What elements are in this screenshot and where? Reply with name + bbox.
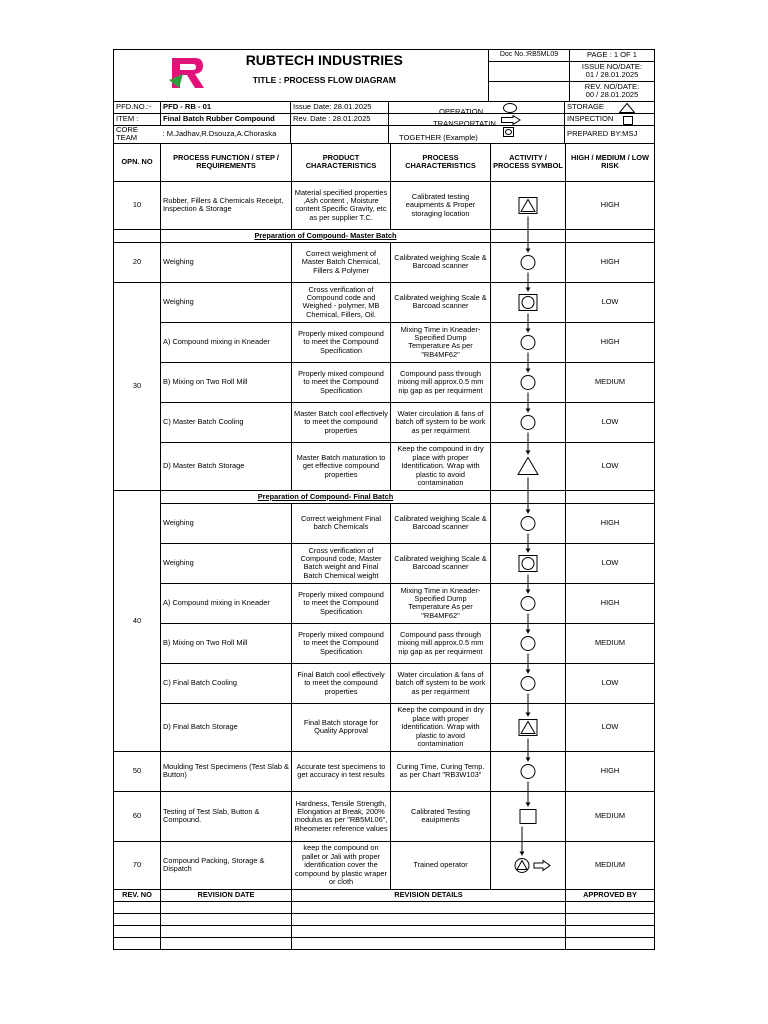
process-function: Rubber, Fillers & Chemicals Receipt, Inspection & Storage (161, 181, 292, 229)
core-team-value: : M.Jadhav,R.Dsouza,A.Choraska (161, 126, 291, 144)
legend-transport: TRANSPORTATIN (389, 114, 565, 126)
process-function: Compound Packing, Storage & Dispatch (161, 841, 292, 889)
process-characteristics: Calibrated weighing Scale & Barcoad scanner (391, 543, 491, 583)
process-characteristics: Curing Time, Curing Temp. as per Chart "RB3W103" (391, 751, 491, 791)
activity-symbol-cell (491, 663, 566, 703)
process-characteristics: Compound pass through mixing mill approx.0.5 mm nip gap as per requirment (391, 362, 491, 402)
flow-table (113, 143, 655, 890)
issue-value: 01 / 28.01.2025 (585, 70, 639, 79)
process-characteristics: Compound pass through mixing mill approx.0.5 mm nip gap as per requirment (391, 623, 491, 663)
logo-cell (114, 50, 161, 102)
process-step-row (114, 282, 655, 322)
legend-inspection: INSPECTION (565, 114, 655, 126)
operation-number: 70 (114, 841, 161, 889)
product-characteristics: Properly mixed compound to meet the Compound Specification (292, 583, 391, 623)
activity-symbol-cell (491, 791, 566, 841)
risk-level: HIGH (566, 242, 655, 282)
col-process: PROCESS CHARACTERISTICS (391, 143, 491, 181)
rev-value: 00 / 28.01.2025 (585, 90, 639, 100)
product-characteristics: Cross verification of Compound code and Weighed - polymer, MB Chemical, Fillers, Oil. (292, 282, 391, 322)
revision-row (114, 901, 655, 913)
company-cell (161, 50, 489, 102)
product-characteristics: Cross verification of Compound code, Master Batch weight and Final Batch Chemical weight (292, 543, 391, 583)
inspection-square-icon (623, 116, 633, 125)
process-function: A) Compound mixing in Kneader (161, 322, 292, 362)
process-characteristics: Calibrated testing eauipments & Proper storaging location (391, 181, 491, 229)
process-step-row (114, 751, 655, 791)
transport-arrow-icon (501, 115, 521, 125)
operation-circle-icon (503, 103, 517, 113)
pfd-label: PFD.NO.:- (114, 102, 161, 114)
product-characteristics: Properly mixed compound to meet the Compound Specification (292, 362, 391, 402)
process-function: D) Master Batch Storage (161, 442, 292, 490)
rev-info (570, 81, 655, 101)
legend-together: TOGETHER (Example) (389, 126, 565, 144)
risk-level: HIGH (566, 322, 655, 362)
process-characteristics: Water circulation & fans of batch off system to be work as per requirment (391, 663, 491, 703)
activity-symbol-cell (491, 282, 566, 322)
activity-symbol-cell (491, 841, 566, 889)
process-step-row (114, 402, 655, 442)
info-table (113, 101, 655, 144)
risk-level: LOW (566, 282, 655, 322)
process-characteristics: Mixing Time in Kneader- Specified Dump Temperature As per "RB4MF62" (391, 583, 491, 623)
product-characteristics: Properly mixed compound to meet the Compound Specification (292, 623, 391, 663)
process-characteristics: Keep the compound in dry place with proper Identification. Wrap with plastic to avoid contamination (391, 442, 491, 490)
risk-level: LOW (566, 442, 655, 490)
risk-level: HIGH (566, 181, 655, 229)
process-function: C) Master Batch Cooling (161, 402, 292, 442)
operation-number: 20 (114, 242, 161, 282)
process-function: B) Mixing on Two Roll Mill (161, 362, 292, 402)
product-characteristics: Master Batch cool effectively to meet the compound properties (292, 402, 391, 442)
legend-storage: STORAGE (565, 102, 655, 114)
process-step-row (114, 841, 655, 889)
process-function: Testing of Test Slab, Button & Compound. (161, 791, 292, 841)
process-step-row (114, 181, 655, 229)
doc-info-cell (489, 50, 655, 102)
process-step-row (114, 503, 655, 543)
header-table (113, 49, 655, 102)
process-characteristics: Calibrated weighing Scale & Barcoad scanner (391, 242, 491, 282)
together-icon (503, 127, 514, 137)
process-step-row (114, 543, 655, 583)
risk-level: MEDIUM (566, 362, 655, 402)
process-step-row (114, 583, 655, 623)
revision-row (114, 925, 655, 937)
risk-level: LOW (566, 543, 655, 583)
prepared-by: PREPARED BY:MSJ (565, 126, 655, 144)
process-function: Weighing (161, 282, 292, 322)
rev-date: Rev. Date : 28.01.2025 (291, 114, 389, 126)
activity-symbol-cell (491, 402, 566, 442)
process-characteristics: Calibrated weighing Scale & Barcoad scanner (391, 503, 491, 543)
product-characteristics: Hardness, Tensile Strength, Elongation at Break, 200% modulus as per "RB5ML06", Rheometer reference values (292, 791, 391, 841)
process-characteristics: Calibrated Testing eauipments (391, 791, 491, 841)
col-activity: ACTIVITY / PROCESS SYMBOL (491, 143, 566, 181)
issue-label: ISSUE NO/DATE: (581, 61, 643, 71)
rev-details-header: REVISION DETAILS (292, 889, 566, 901)
document-title: TITLE : PROCESS FLOW DIAGRAM (252, 75, 396, 86)
activity-symbol-cell (491, 322, 566, 362)
doc-number: Doc No.:RB5ML09 (489, 50, 570, 61)
process-characteristics: Trained operator (391, 841, 491, 889)
operation-number: 50 (114, 751, 161, 791)
product-characteristics: Correct weighment of Master Batch Chemical, Fillers & Polymer (292, 242, 391, 282)
product-characteristics: keep the compound on pallet or Jali with proper identification cover the compound by plastic wraper or cloth (292, 841, 391, 889)
section-title: Preparation of Compound- Final Batch (161, 490, 491, 503)
process-characteristics: Water circulation & fans of batch off system to be work as per requirment (391, 402, 491, 442)
rev-no-header: REV. NO (114, 889, 161, 901)
activity-symbol-cell (491, 442, 566, 490)
activity-symbol-cell (491, 703, 566, 751)
revision-row (114, 937, 655, 949)
risk-level: MEDIUM (566, 791, 655, 841)
product-characteristics: Correct weighment Final batch Chemicals (292, 503, 391, 543)
operation-number: 40 (114, 490, 161, 751)
item-label: ITEM : (114, 114, 161, 126)
risk-level: LOW (566, 663, 655, 703)
process-step-row (114, 791, 655, 841)
issue-info (570, 61, 655, 81)
storage-triangle-icon (619, 103, 635, 113)
process-function: Weighing (161, 543, 292, 583)
approved-by-header: APPROVED BY (566, 889, 655, 901)
process-step-row (114, 703, 655, 751)
risk-level: LOW (566, 402, 655, 442)
process-characteristics: Calibrated weighing Scale & Barcoad scanner (391, 282, 491, 322)
process-step-row (114, 322, 655, 362)
pfd-value: PFD - RB - 01 (161, 102, 291, 114)
risk-level: HIGH (566, 583, 655, 623)
operation-number: 10 (114, 181, 161, 229)
activity-symbol-cell (491, 181, 566, 229)
product-characteristics: Material specified properties ,Ash content , Moisture content Specific Gravity, etc as per supplier T.C. (292, 181, 391, 229)
col-product: PRODUCT CHARACTERISTICS (292, 143, 391, 181)
process-function: A) Compound mixing in Kneader (161, 583, 292, 623)
rev-date-header: REVISION DATE (161, 889, 292, 901)
section-header-row (114, 229, 655, 242)
process-step-row (114, 442, 655, 490)
process-step-row (114, 623, 655, 663)
process-step-row (114, 242, 655, 282)
process-characteristics: Mixing Time in Kneader- Specified Dump Temperature As per "RB4MF62" (391, 322, 491, 362)
process-function: Moulding Test Specimens (Test Slab & Button) (161, 751, 292, 791)
company-logo (167, 54, 207, 92)
product-characteristics: Accurate test specimens to get accuracy in test results (292, 751, 391, 791)
product-characteristics: Final Batch storage for Quality Approval (292, 703, 391, 751)
revision-row (114, 913, 655, 925)
core-team-label: CORE TEAM (114, 126, 161, 144)
risk-level: HIGH (566, 751, 655, 791)
section-title: Preparation of Compound- Master Batch (161, 229, 491, 242)
issue-date: Issue Date: 28.01.2025 (291, 102, 389, 114)
operation-number: 30 (114, 282, 161, 490)
process-step-row (114, 362, 655, 402)
operation-number: 60 (114, 791, 161, 841)
risk-level: HIGH (566, 503, 655, 543)
process-characteristics: Keep the compound in dry place with proper Identification. Wrap with plastic to avoid contamination (391, 703, 491, 751)
activity-symbol-cell (491, 242, 566, 282)
activity-symbol-cell (491, 543, 566, 583)
page-number: PAGE : 1 OF 1 (570, 50, 655, 61)
flow-table-wrap (113, 143, 654, 890)
col-risk: HIGH / MEDIUM / LOW RISK (566, 143, 655, 181)
activity-symbol-cell (491, 362, 566, 402)
col-opn-no: OPN. NO (114, 143, 161, 181)
risk-level: MEDIUM (566, 623, 655, 663)
product-characteristics: Final Batch cool effectively to meet the compound properties (292, 663, 391, 703)
item-value: Final Batch Rubber Compound (161, 114, 291, 126)
process-function: C) Final Batch Cooling (161, 663, 292, 703)
process-flow-document (113, 49, 654, 950)
process-function: Weighing (161, 503, 292, 543)
section-header-row (114, 490, 655, 503)
product-characteristics: Properly mixed compound to meet the Compound Specification (292, 322, 391, 362)
process-step-row (114, 663, 655, 703)
col-function: PROCESS FUNCTION / STEP / REQUIREMENTS (161, 143, 292, 181)
rev-label: REV. NO/DATE: (584, 81, 640, 91)
activity-symbol-cell (491, 751, 566, 791)
activity-symbol-cell (491, 503, 566, 543)
activity-symbol-cell (491, 583, 566, 623)
process-function: D) Final Batch Storage (161, 703, 292, 751)
legend-operation: OPERATION (389, 102, 565, 114)
process-function: Weighing (161, 242, 292, 282)
risk-level: LOW (566, 703, 655, 751)
revision-table (113, 889, 655, 950)
risk-level: MEDIUM (566, 841, 655, 889)
product-characteristics: Master Batch maturation to get effective compound properties (292, 442, 391, 490)
company-name: RUBTECH INDUSTRIES (245, 52, 403, 68)
process-function: B) Mixing on Two Roll Mill (161, 623, 292, 663)
activity-symbol-cell (491, 623, 566, 663)
